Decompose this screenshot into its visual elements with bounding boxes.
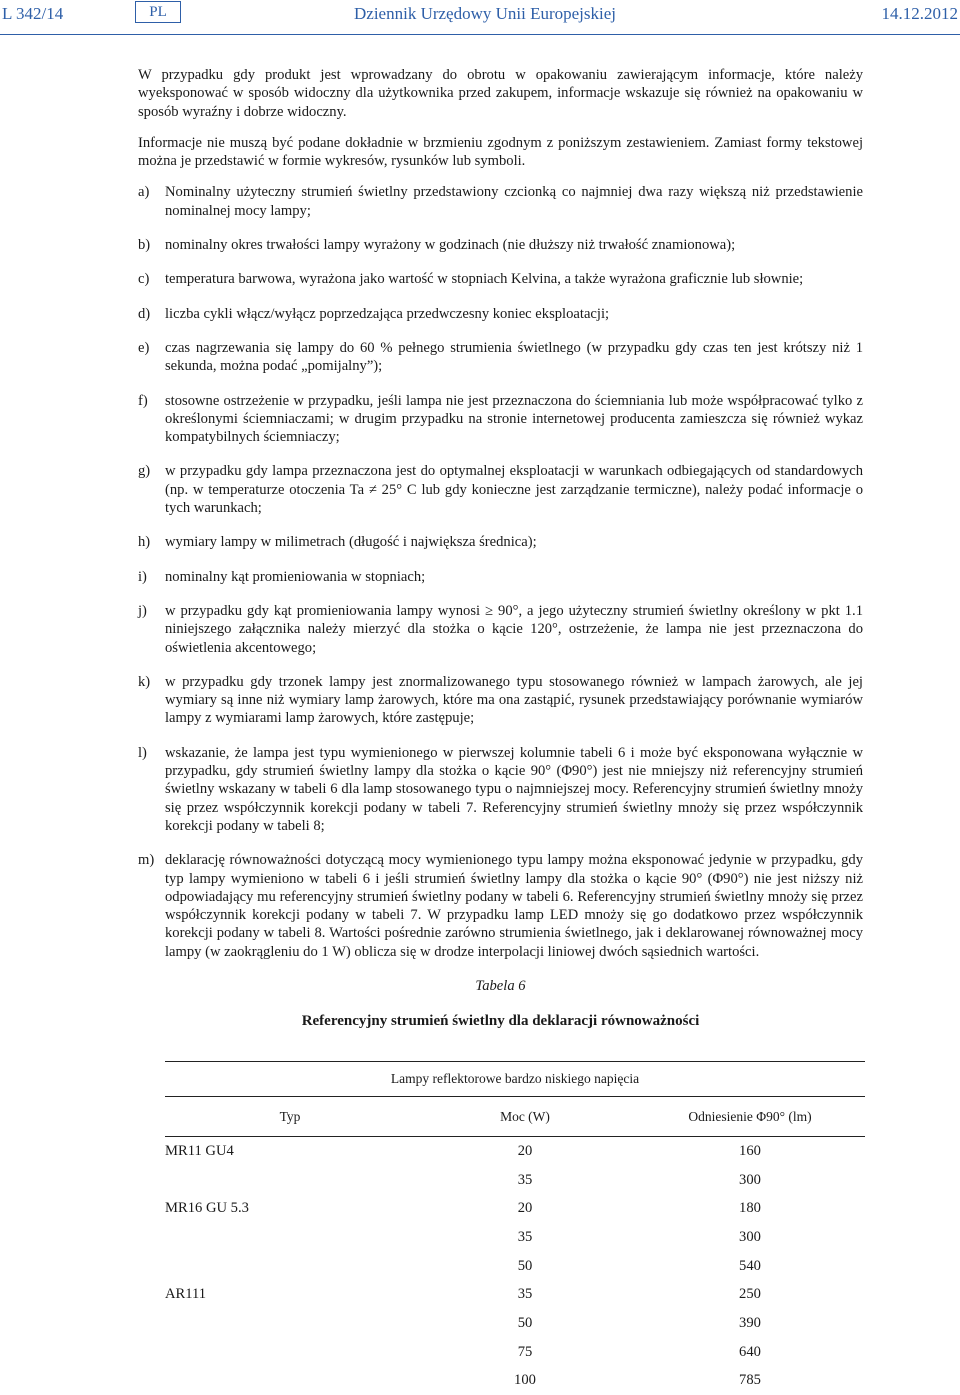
item-label: k) (138, 673, 150, 691)
language-badge: PL (135, 1, 181, 23)
item-label: d) (138, 305, 150, 323)
cell-type (165, 1309, 415, 1338)
item-text: nominalny okres trwałości lampy wyrażony w godzinach (nie dłuższy niż trwałość znamionowa); (165, 237, 735, 253)
cell-power: 35 (415, 1280, 635, 1309)
cell-reference: 640 (635, 1338, 865, 1367)
table-row (165, 1309, 865, 1338)
cell-type (165, 1367, 415, 1395)
intro-paragraph: W przypadku gdy produkt jest wprowadzany do obrotu w opakowaniu zawierającym informacje, które należy wyeksponować w sposób widoczny dla użytkownika przed zakupem, informacje wskazuje się również na opakowaniu w sposób wyraźny i dobrze widoczny. (138, 66, 863, 121)
table-row (165, 1252, 865, 1281)
reference-flux-table (165, 1061, 865, 1395)
item-label: b) (138, 236, 150, 254)
cell-type (165, 1338, 415, 1367)
cell-type (165, 1166, 415, 1195)
table-row (165, 1194, 865, 1223)
item-text: liczba cykli włącz/wyłącz poprzedzająca przedwczesny koniec eksploatacji; (165, 306, 609, 322)
item-text: wymiary lampy w milimetrach (długość i największa średnica); (165, 534, 537, 550)
intro-paragraph: Informacje nie muszą być podane dokładnie w brzmieniu zgodnym z poniższym zestawieniem. Zamiast formy tekstowej można je przedstawić w formie wykresów, rysunków lub symboli. (138, 134, 863, 171)
group-label: Lampy reflektorowe bardzo niskiego napięcia (165, 1062, 865, 1097)
cell-power: 20 (415, 1194, 635, 1223)
list-item (138, 568, 863, 586)
cell-power: 75 (415, 1338, 635, 1367)
table-column-headers (165, 1097, 865, 1137)
cell-reference: 180 (635, 1194, 865, 1223)
item-text: wskazanie, że lampa jest typu wymienionego w pierwszej kolumnie tabeli 6 i może być eksponowana wyłącznie w przypadku, gdy strumień świetlny lampy dla stożka o kącie 90° (Φ90°) jest nie mniejszy niż referencyjny strumień świetlny wskazany w tabeli 6 dla lamp stosowanego typu o najmniejszej mocy. Referencyjny strumień świetlny mnoży się przez współczynnik korekcji podany w tabeli 7. Referencyjny strumień świetlny mnoży się przez współczynnik korekcji podany w tabeli 8; (165, 745, 863, 834)
cell-type: AR111 (165, 1280, 415, 1309)
table-row (165, 1367, 865, 1395)
list-item (138, 673, 863, 728)
page-reference: L 342/14 (2, 4, 63, 24)
document-body (138, 66, 863, 1031)
list-item (138, 270, 863, 288)
item-label: g) (138, 462, 150, 480)
cell-reference: 540 (635, 1252, 865, 1281)
publication-date: 14.12.2012 (882, 4, 959, 24)
item-text: temperatura barwowa, wyrażona jako wartość w stopniach Kelvina, a także wyrażona graficznie lub słownie; (165, 271, 803, 287)
item-text: w przypadku gdy trzonek lampy jest znormalizowanego typu stosowanego również w lampach żarowych, ale jej wymiary są inne niż wymiary lamp żarowych, które ma ona zastąpić, rysunek przedstawiający porównanie wymiarów lampy z wymiarami lamp żarowych, które zastępuje; (165, 674, 863, 727)
column-header-type: Typ (165, 1097, 415, 1137)
item-text: deklarację równoważności dotyczącą mocy wymienionego typu lampy można eksponować jedynie w przypadku, gdy typ lampy wymieniono w tabeli 6 i jeśli strumień świetlny lampy dla stożka o kącie 90° (Φ90°) nie jest niższy niż odpowiadający mu referencyjny strumień świetlny podany w tabeli 6. Referencyjny strumień świetlny mnoży się przez współczynnik korekcji podany w tabeli 7. W przypadku lamp LED mnoży się go dodatkowo przez współczynnik korekcji podany w tabeli 8. Wartości pośrednie zarówno strumienia świetlnego, jak i deklarowanej równoważnej mocy lampy (w zaokrągleniu do 1 W) oblicza się w drodze interpolacji liniowej dwóch sąsiednich wartości. (165, 852, 863, 959)
table-group-header (165, 1062, 865, 1097)
table-row (165, 1338, 865, 1367)
item-label: a) (138, 183, 149, 201)
cell-reference: 785 (635, 1367, 865, 1395)
item-text: stosowne ostrzeżenie w przypadku, jeśli lampa nie jest przeznaczona do ściemniania lub może współpracować tylko z określonymi ściemniaczami; w drugim przypadku na stronie internetowej producenta zamieszcza się również wykaz kompatybilnych ściemniaczy; (165, 393, 863, 446)
item-text: w przypadku gdy lampa przeznaczona jest do optymalnej eksploatacji w warunkach odbiegających od standardowych (np. w temperaturze otoczenia Ta ≠ 25° C lub gdy konieczne jest zarządzanie termiczne), należy podać informacje o tych warunkach; (165, 463, 863, 516)
list-item (138, 744, 863, 835)
item-label: m) (138, 851, 154, 869)
table-row (165, 1280, 865, 1309)
cell-power: 35 (415, 1166, 635, 1195)
column-header-power: Moc (W) (415, 1097, 635, 1137)
table-caption: Tabela 6 (138, 977, 863, 995)
table-row (165, 1223, 865, 1252)
list-item (138, 533, 863, 551)
item-label: i) (138, 568, 147, 586)
item-text: Nominalny użyteczny strumień świetlny przedstawiony czcionką co najmniej dwa razy większą niż przedstawienie nominalnej mocy lampy; (165, 184, 863, 218)
cell-type: MR16 GU 5.3 (165, 1194, 415, 1223)
list-item (138, 339, 863, 376)
table-row (165, 1137, 865, 1166)
cell-power: 20 (415, 1137, 635, 1166)
item-label: j) (138, 602, 147, 620)
cell-reference: 250 (635, 1280, 865, 1309)
cell-type (165, 1223, 415, 1252)
journal-title: Dziennik Urzędowy Unii Europejskiej (354, 4, 616, 24)
cell-reference: 160 (635, 1137, 865, 1166)
item-label: h) (138, 533, 150, 551)
list-item (138, 236, 863, 254)
page-header (0, 0, 960, 30)
cell-power: 50 (415, 1309, 635, 1338)
cell-type (165, 1252, 415, 1281)
item-text: czas nagrzewania się lampy do 60 % pełnego strumienia świetlnego (w przypadku gdy czas ten jest krótszy niż 1 sekunda, można podać „pomijalny”); (165, 340, 863, 374)
cell-reference: 390 (635, 1309, 865, 1338)
list-item (138, 602, 863, 657)
item-label: l) (138, 744, 147, 762)
cell-power: 35 (415, 1223, 635, 1252)
item-text: nominalny kąt promieniowania w stopniach; (165, 569, 425, 585)
table-title: Referencyjny strumień świetlny dla deklaracji równoważności (138, 1012, 863, 1030)
cell-reference: 300 (635, 1223, 865, 1252)
item-label: c) (138, 270, 149, 288)
table-row (165, 1166, 865, 1195)
column-header-reference: Odniesienie Φ90° (lm) (635, 1097, 865, 1137)
list-item (138, 851, 863, 961)
cell-type: MR11 GU4 (165, 1137, 415, 1166)
list-item (138, 183, 863, 220)
header-divider (0, 34, 960, 35)
list-item (138, 305, 863, 323)
requirements-list (138, 183, 863, 961)
item-label: e) (138, 339, 149, 357)
item-label: f) (138, 392, 148, 410)
cell-power: 50 (415, 1252, 635, 1281)
cell-power: 100 (415, 1367, 635, 1395)
cell-reference: 300 (635, 1166, 865, 1195)
list-item (138, 392, 863, 447)
item-text: w przypadku gdy kąt promieniowania lampy wynosi ≥ 90°, a jego użyteczny strumień świetlny określony w pkt 1.1 niniejszego załącznika należy mierzyć dla stożka o kącie 120°, ostrzeżenie, że lampa nie jest przeznaczona do oświetlenia akcentowego; (165, 603, 863, 656)
list-item (138, 462, 863, 517)
